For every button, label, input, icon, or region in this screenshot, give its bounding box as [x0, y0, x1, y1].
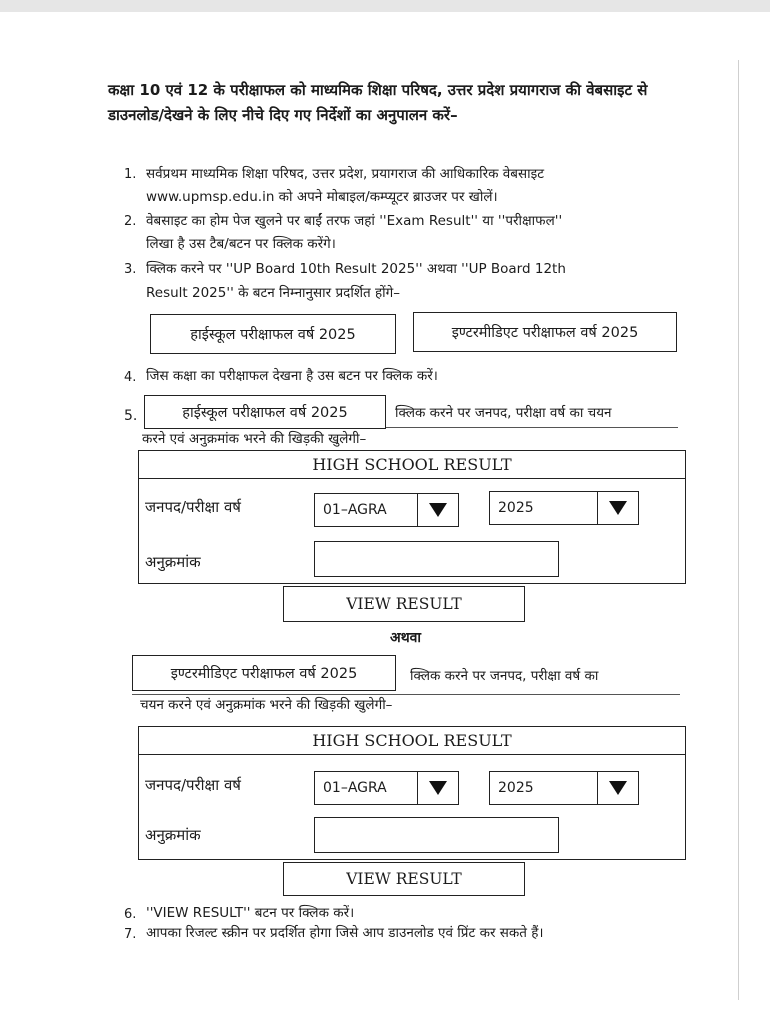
form-2-district-select[interactable]: [314, 771, 459, 805]
result-form-1: [138, 450, 686, 584]
step-5-text: क्लिक करने पर जनपद, परीक्षा वर्ष का चयन: [395, 405, 612, 421]
form-2-district-label: जनपद/परीक्षा वर्ष: [145, 776, 241, 794]
step-3-number: 3.: [124, 262, 137, 277]
step-2-number: 2.: [124, 214, 137, 229]
form-1-district-select[interactable]: [314, 493, 459, 527]
form-1-year-value: 2025: [498, 500, 534, 516]
highschool-result-button-step5[interactable]: हाईस्कूल परीक्षाफल वर्ष 2025: [144, 395, 386, 429]
step-7-text: आपका रिजल्ट स्क्रीन पर प्रदर्शित होगा जिसे आप डाउनलोड एवं प्रिंट कर सकते हैं।: [146, 925, 544, 941]
form-1-title: HIGH SCHOOL RESULT: [139, 451, 685, 479]
form-2-title: HIGH SCHOOL RESULT: [139, 727, 685, 755]
dropdown-arrow-icon[interactable]: [597, 772, 638, 804]
form-1-roll-label: अनुक्रमांक: [145, 553, 201, 571]
step-4-number: 4.: [124, 370, 137, 385]
step-1-line-2: www.upmsp.edu.in को अपने मोबाइल/कम्प्यूटर ब्राउजर पर खोलें।: [146, 189, 498, 205]
step-6-number: 6.: [124, 907, 137, 922]
form-2-roll-input[interactable]: [314, 817, 559, 853]
step-4-text: जिस कक्षा का परीक्षाफल देखना है उस बटन पर क्लिक करें।: [146, 368, 438, 384]
dropdown-arrow-icon[interactable]: [597, 492, 638, 524]
form-2-year-value: 2025: [498, 780, 534, 796]
top-bar: [0, 0, 770, 12]
form-2-district-value: 01–AGRA: [323, 780, 387, 796]
intermediate-result-button[interactable]: इण्टरमीडिएट परीक्षाफल वर्ष 2025: [413, 312, 677, 352]
step-1-line-1: सर्वप्रथम माध्यमिक शिक्षा परिषद, उत्तर प्रदेश, प्रयागराज की आधिकारिक वेबसाइट: [146, 166, 545, 182]
alt-text: क्लिक करने पर जनपद, परीक्षा वर्ष का: [410, 668, 599, 684]
form-1-district-value: 01–AGRA: [323, 502, 387, 518]
step-7-number: 7.: [124, 927, 137, 942]
intermediate-result-button-alt[interactable]: इण्टरमीडिएट परीक्षाफल वर्ष 2025: [132, 655, 396, 691]
step-6-text: ''VIEW RESULT'' बटन पर क्लिक करें।: [146, 905, 355, 921]
form-1-view-result-button[interactable]: VIEW RESULT: [283, 586, 525, 622]
alt-line-2: चयन करने एवं अनुक्रमांक भरने की खिड़की खुलेगी–: [140, 697, 393, 713]
form-2-roll-label: अनुक्रमांक: [145, 826, 201, 844]
or-separator: अथवा: [390, 630, 422, 646]
step-5-line-2: करने एवं अनुक्रमांक भरने की खिड़की खुलेगी–: [142, 431, 367, 447]
highschool-result-button[interactable]: हाईस्कूल परीक्षाफल वर्ष 2025: [150, 314, 396, 354]
step-3-line-1: क्लिक करने पर ''UP Board 10th Result 2025'' अथवा ''UP Board 12th: [146, 261, 566, 277]
intro-heading: कक्षा 10 एवं 12 के परीक्षाफल को माध्यमिक शिक्षा परिषद, उत्तर प्रदेश प्रयागराज की वेबसाइट से डाउनलोड/देखने के लिए नीचे दिए गए निर्देशों का अनुपालन करें–: [108, 81, 648, 124]
dropdown-arrow-icon[interactable]: [417, 494, 458, 526]
step-2-line-2: लिखा है उस टैब/बटन पर क्लिक करेंगे।: [146, 236, 336, 252]
form-1-district-label: जनपद/परीक्षा वर्ष: [145, 498, 241, 516]
form-1-roll-input[interactable]: [314, 541, 559, 577]
page-edge: [738, 60, 739, 1000]
step-5-underline: [386, 427, 678, 428]
result-form-2: [138, 726, 686, 860]
step-1-number: 1.: [124, 167, 137, 182]
step-5-number: 5.: [124, 408, 138, 424]
form-2-year-select[interactable]: [489, 771, 639, 805]
form-1-year-select[interactable]: [489, 491, 639, 525]
form-2-view-result-button[interactable]: VIEW RESULT: [283, 862, 525, 896]
step-3-line-2: Result 2025'' के बटन निम्नानुसार प्रदर्शित होंगे–: [146, 285, 401, 301]
dropdown-arrow-icon[interactable]: [417, 772, 458, 804]
step-2-line-1: वेबसाइट का होम पेज खुलने पर बाईं तरफ जहां ''Exam Result'' या ''परीक्षाफल'': [146, 213, 563, 229]
